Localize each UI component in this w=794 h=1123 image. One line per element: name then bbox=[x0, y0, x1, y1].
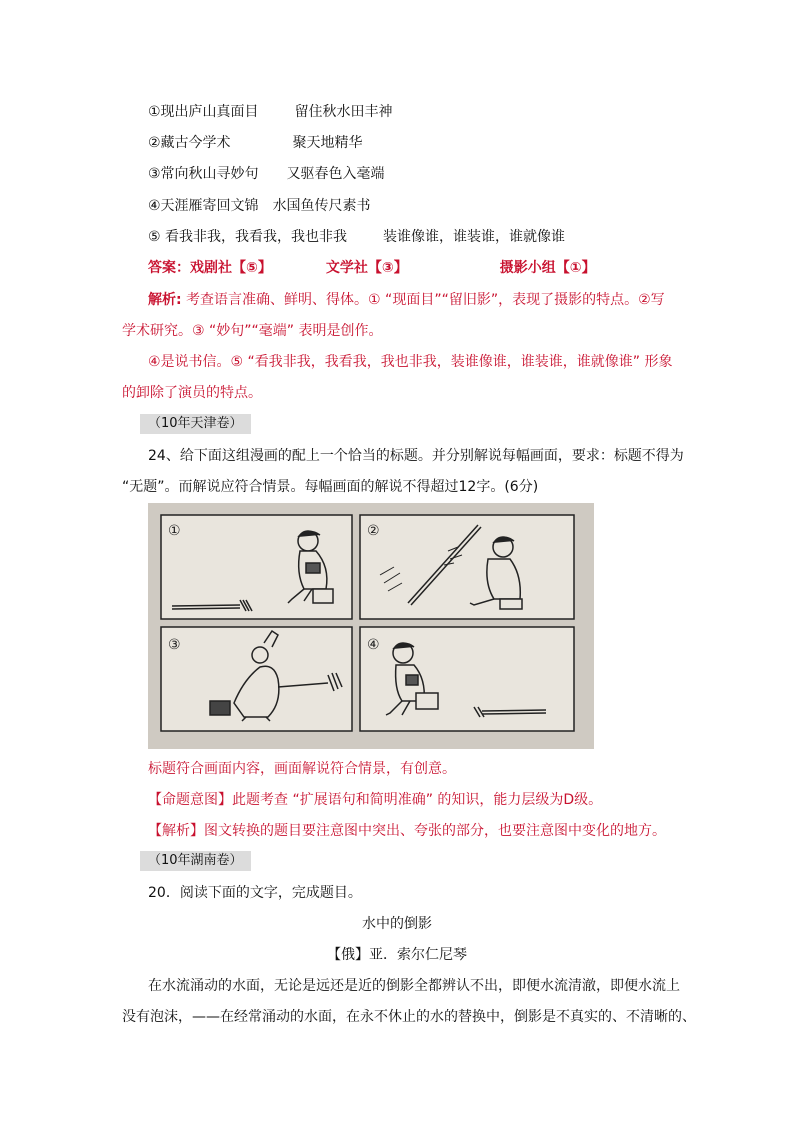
panel-1-number: ① bbox=[168, 523, 181, 539]
panel-4-number: ④ bbox=[367, 637, 380, 653]
option-2-right: 聚天地精华 bbox=[292, 135, 363, 151]
comic-drawing bbox=[148, 503, 594, 749]
analysis1-colon: : bbox=[176, 292, 182, 308]
option-3-left: ③常向秋山寻妙句 bbox=[148, 166, 259, 182]
option-3-right: 又驱春色入毫端 bbox=[286, 166, 385, 182]
analysis1-line3: ④是说书信。⑤ “看我非我，我看我，我也非我，装谁像谁，谁装谁，谁就像谁” 形象 bbox=[148, 354, 673, 370]
option-5-right: 装谁像谁，谁装谁，谁就像谁 bbox=[383, 229, 566, 245]
option-4 bbox=[148, 196, 371, 216]
article-para1-line2: 没有泡沫，——在经常涌动的水面，在永不休止的水的替换中，倒影是不真实的、不清晰的、 bbox=[122, 1009, 696, 1025]
q20-line: 20．阅读下面的文字，完成题目。 bbox=[148, 885, 362, 901]
analysis1-label: 解析 bbox=[148, 292, 176, 308]
answer-colon: ： bbox=[176, 260, 190, 276]
answer-item-1: 戏剧社【⑤】 bbox=[190, 260, 272, 276]
article-author: 【俄】亚．索尔仁尼琴 bbox=[327, 947, 467, 963]
panel-3-number: ③ bbox=[168, 637, 181, 653]
option-1-left: ①现出庐山真面目 bbox=[148, 104, 259, 120]
q24-line1: 24、给下面这组漫画的配上一个恰当的标题。并分别解说每幅画面，要求：标题不得为 bbox=[148, 448, 684, 464]
intent-line: 【命题意图】此题考查 “扩展语句和简明准确” 的知识，能力层级为D级。 bbox=[148, 792, 603, 808]
answer-line bbox=[148, 258, 596, 278]
article-para1-line1: 在水流涌动的水面，无论是远还是近的倒影全都辨认不出，即便水流清澈，即便水流上 bbox=[148, 978, 680, 994]
option-2 bbox=[148, 133, 363, 153]
option-1-right: 留住秋水田丰神 bbox=[294, 104, 393, 120]
option-5-left: ⑤ 看我非我，我看我，我也非我 bbox=[148, 229, 348, 245]
comic-image bbox=[148, 503, 594, 749]
q24-line2: “无题”。而解说应符合情景。每幅画面的解说不得超过12字。(6分) bbox=[122, 479, 539, 495]
option-3 bbox=[148, 164, 385, 184]
analysis1-line4: 的卸除了演员的特点。 bbox=[122, 385, 262, 401]
option-5 bbox=[148, 227, 565, 247]
analysis1-line1 bbox=[148, 290, 665, 310]
option-4-right: 水国鱼传尺素书 bbox=[272, 198, 371, 214]
source-tag-tianjin: （10年天津卷） bbox=[140, 414, 251, 434]
analysis1-text-1: 考查语言准确、鲜明、得体。① “现面目”“留旧影”，表现了摄影的特点。②写 bbox=[181, 292, 665, 308]
analysis1-line2: 学术研究。③ “妙句”“毫端” 表明是创作。 bbox=[122, 323, 383, 339]
source-tag-hunan: （10年湖南卷） bbox=[140, 851, 251, 871]
option-1 bbox=[148, 102, 393, 122]
article-title: 水中的倒影 bbox=[362, 916, 432, 932]
panel-2-number: ② bbox=[367, 523, 380, 539]
result-line: 标题符合画面内容，画面解说符合情景，有创意。 bbox=[148, 761, 456, 777]
comic-panel-4 bbox=[360, 627, 574, 731]
answer-label: 答案 bbox=[148, 260, 176, 276]
analysis2-line: 【解析】图文转换的题目要注意图中突出、夸张的部分，也要注意图中变化的地方。 bbox=[148, 823, 666, 839]
answer-item-2: 文学社【③】 bbox=[325, 260, 408, 276]
option-4-left: ④天涯雁寄回文锦 bbox=[148, 198, 259, 214]
answer-item-3: 摄影小组【①】 bbox=[499, 260, 596, 276]
comic-panel-2 bbox=[360, 515, 574, 619]
option-2-left: ②藏古今学术 bbox=[148, 135, 231, 151]
